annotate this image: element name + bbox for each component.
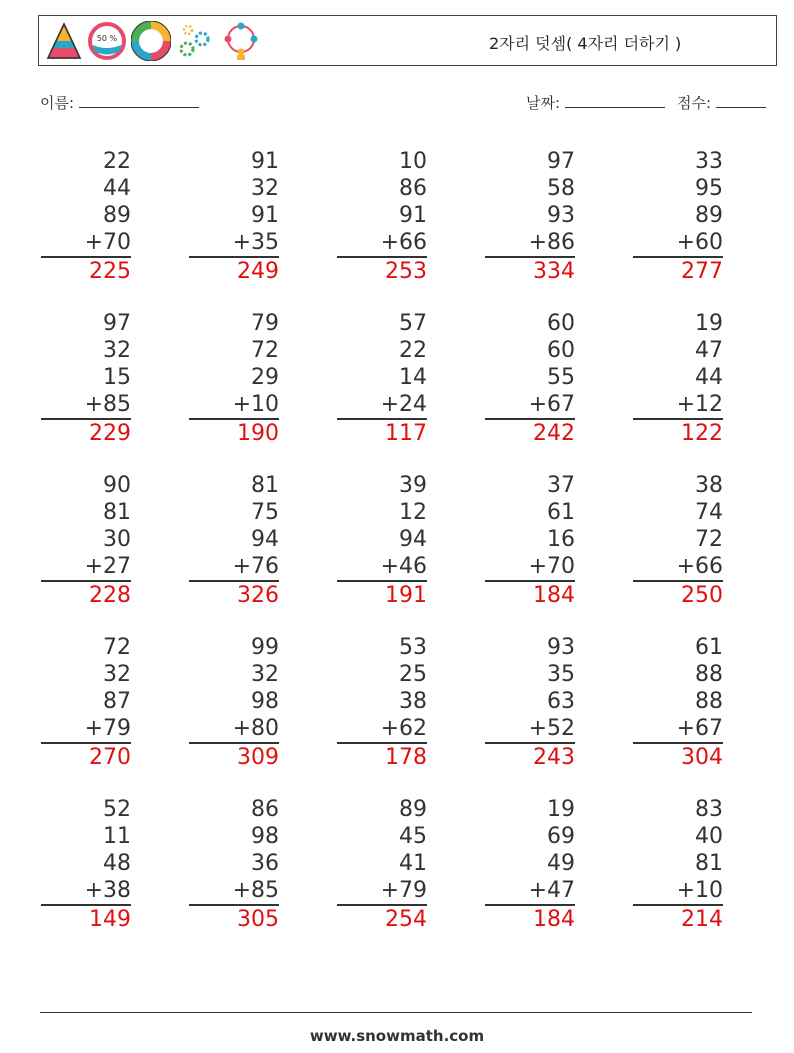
addend: 97 <box>547 149 575 174</box>
addition-problem <box>41 148 131 285</box>
addend: 30 <box>103 527 131 552</box>
score-field[interactable] <box>677 92 766 113</box>
addend: 98 <box>251 689 279 714</box>
addend: 87 <box>103 689 131 714</box>
answer: 178 <box>385 745 427 770</box>
addend: 16 <box>547 527 575 552</box>
worksheet-title: 2자리 덧셈( 4자리 더하기 ) <box>489 34 682 53</box>
addend: 10 <box>399 149 427 174</box>
footer-divider <box>40 1012 752 1013</box>
addend-with-operator: +52 <box>485 715 575 744</box>
addition-problem <box>633 472 723 609</box>
addend: 99 <box>251 635 279 660</box>
addend: 86 <box>251 797 279 822</box>
addend: 72 <box>695 527 723 552</box>
addend: 47 <box>695 338 723 363</box>
addend: 81 <box>695 851 723 876</box>
addend: 12 <box>399 500 427 525</box>
addend: 44 <box>103 176 131 201</box>
addend: 90 <box>103 473 131 498</box>
answer: 277 <box>681 259 723 284</box>
addend: 44 <box>695 365 723 390</box>
answer: 334 <box>533 259 575 284</box>
addend-with-operator: +12 <box>633 391 723 420</box>
header-box <box>38 15 777 66</box>
answer: 254 <box>385 907 427 932</box>
addend: 32 <box>103 662 131 687</box>
gears-icon <box>175 21 215 61</box>
addend-with-operator: +60 <box>633 229 723 258</box>
addend: 60 <box>547 338 575 363</box>
addend-with-operator: +85 <box>41 391 131 420</box>
addend: 94 <box>399 527 427 552</box>
addend: 61 <box>547 500 575 525</box>
addend: 61 <box>695 635 723 660</box>
addend: 57 <box>399 311 427 336</box>
answer: 190 <box>237 421 279 446</box>
addition-problem <box>337 796 427 933</box>
pyramid-icon <box>45 21 83 61</box>
addend-with-operator: +76 <box>189 553 279 582</box>
addend: 53 <box>399 635 427 660</box>
addend: 58 <box>547 176 575 201</box>
addition-problem <box>41 472 131 609</box>
date-label: 날짜: <box>526 94 561 112</box>
addend: 63 <box>547 689 575 714</box>
addend-with-operator: +66 <box>337 229 427 258</box>
addend-with-operator: +79 <box>337 877 427 906</box>
addend: 95 <box>695 176 723 201</box>
addend: 98 <box>251 824 279 849</box>
addend-with-operator: +70 <box>41 229 131 258</box>
addend: 37 <box>547 473 575 498</box>
addend: 32 <box>103 338 131 363</box>
addend: 15 <box>103 365 131 390</box>
name-field[interactable] <box>40 92 199 113</box>
addend: 40 <box>695 824 723 849</box>
addend-with-operator: +24 <box>337 391 427 420</box>
addend: 86 <box>399 176 427 201</box>
answer: 250 <box>681 583 723 608</box>
addition-problem <box>485 148 575 285</box>
answer: 225 <box>89 259 131 284</box>
score-blank[interactable] <box>716 93 766 108</box>
addition-problem <box>189 148 279 285</box>
addend-with-operator: +70 <box>485 553 575 582</box>
addend: 89 <box>399 797 427 822</box>
addend: 91 <box>251 149 279 174</box>
addition-problem <box>337 472 427 609</box>
addition-problem <box>337 310 427 447</box>
team-cycle-icon <box>219 21 263 61</box>
addend: 88 <box>695 689 723 714</box>
addition-problem <box>485 310 575 447</box>
addition-problem <box>633 634 723 771</box>
addend-with-operator: +27 <box>41 553 131 582</box>
addend: 25 <box>399 662 427 687</box>
addend: 45 <box>399 824 427 849</box>
addend: 60 <box>547 311 575 336</box>
addend: 97 <box>103 311 131 336</box>
addend-with-operator: +46 <box>337 553 427 582</box>
answer: 243 <box>533 745 575 770</box>
addend: 32 <box>251 176 279 201</box>
addend: 94 <box>251 527 279 552</box>
answer: 184 <box>533 907 575 932</box>
addend-with-operator: +67 <box>633 715 723 744</box>
score-label: 점수: <box>677 94 712 112</box>
addition-problem <box>41 310 131 447</box>
answer: 229 <box>89 421 131 446</box>
answer: 191 <box>385 583 427 608</box>
addend: 72 <box>103 635 131 660</box>
name-blank[interactable] <box>79 93 199 108</box>
answer: 149 <box>89 907 131 932</box>
addend: 32 <box>251 662 279 687</box>
addend: 14 <box>399 365 427 390</box>
addend-with-operator: +62 <box>337 715 427 744</box>
addend: 79 <box>251 311 279 336</box>
addition-problem <box>633 310 723 447</box>
addend-with-operator: +85 <box>189 877 279 906</box>
addend: 41 <box>399 851 427 876</box>
addition-problem <box>337 148 427 285</box>
addend: 91 <box>251 203 279 228</box>
addend: 29 <box>251 365 279 390</box>
addend-with-operator: +86 <box>485 229 575 258</box>
addend-with-operator: +47 <box>485 877 575 906</box>
addition-problem <box>189 796 279 933</box>
addend: 11 <box>103 824 131 849</box>
addend-with-operator: +10 <box>633 877 723 906</box>
addend-with-operator: +79 <box>41 715 131 744</box>
addition-problem <box>633 148 723 285</box>
answer: 253 <box>385 259 427 284</box>
answer: 117 <box>385 421 427 446</box>
answer: 214 <box>681 907 723 932</box>
addition-problem <box>189 634 279 771</box>
addend: 38 <box>695 473 723 498</box>
addend-with-operator: +10 <box>189 391 279 420</box>
addend: 48 <box>103 851 131 876</box>
addend: 52 <box>103 797 131 822</box>
answer: 184 <box>533 583 575 608</box>
svg-text:50 %: 50 % <box>96 34 118 43</box>
addend: 75 <box>251 500 279 525</box>
addition-problem <box>189 310 279 447</box>
addend-with-operator: +66 <box>633 553 723 582</box>
answer: 304 <box>681 745 723 770</box>
answer: 228 <box>89 583 131 608</box>
addend: 72 <box>251 338 279 363</box>
addend: 33 <box>695 149 723 174</box>
addition-problem <box>41 634 131 771</box>
addition-problem <box>189 472 279 609</box>
addend: 22 <box>103 149 131 174</box>
addend: 39 <box>399 473 427 498</box>
answer: 249 <box>237 259 279 284</box>
addition-problem <box>485 796 575 933</box>
answer: 270 <box>89 745 131 770</box>
answer: 242 <box>533 421 575 446</box>
addend: 89 <box>103 203 131 228</box>
addition-problem <box>337 634 427 771</box>
addend: 74 <box>695 500 723 525</box>
addend: 88 <box>695 662 723 687</box>
percent-circle-icon <box>87 21 127 61</box>
answer: 305 <box>237 907 279 932</box>
addend: 38 <box>399 689 427 714</box>
addition-problem <box>633 796 723 933</box>
addend: 19 <box>695 311 723 336</box>
addend: 35 <box>547 662 575 687</box>
footer-site: www.snowmath.com <box>309 1027 485 1045</box>
addend: 49 <box>547 851 575 876</box>
donut-chart-icon <box>131 21 171 61</box>
date-blank[interactable] <box>565 93 665 108</box>
addend: 55 <box>547 365 575 390</box>
addend: 91 <box>399 203 427 228</box>
addend: 19 <box>547 797 575 822</box>
addend-with-operator: +80 <box>189 715 279 744</box>
addition-problem <box>485 472 575 609</box>
addend: 81 <box>251 473 279 498</box>
name-label: 이름: <box>40 94 75 112</box>
logo-row <box>45 21 263 61</box>
addend-with-operator: +35 <box>189 229 279 258</box>
answer: 122 <box>681 421 723 446</box>
answer: 326 <box>237 583 279 608</box>
addend-with-operator: +38 <box>41 877 131 906</box>
addend: 93 <box>547 203 575 228</box>
addend: 22 <box>399 338 427 363</box>
addition-problem <box>41 796 131 933</box>
answer: 309 <box>237 745 279 770</box>
addition-problem <box>485 634 575 771</box>
addend: 36 <box>251 851 279 876</box>
addend: 83 <box>695 797 723 822</box>
addend-with-operator: +67 <box>485 391 575 420</box>
addend: 89 <box>695 203 723 228</box>
date-field[interactable] <box>526 92 665 113</box>
addend: 69 <box>547 824 575 849</box>
addend: 81 <box>103 500 131 525</box>
addend: 93 <box>547 635 575 660</box>
